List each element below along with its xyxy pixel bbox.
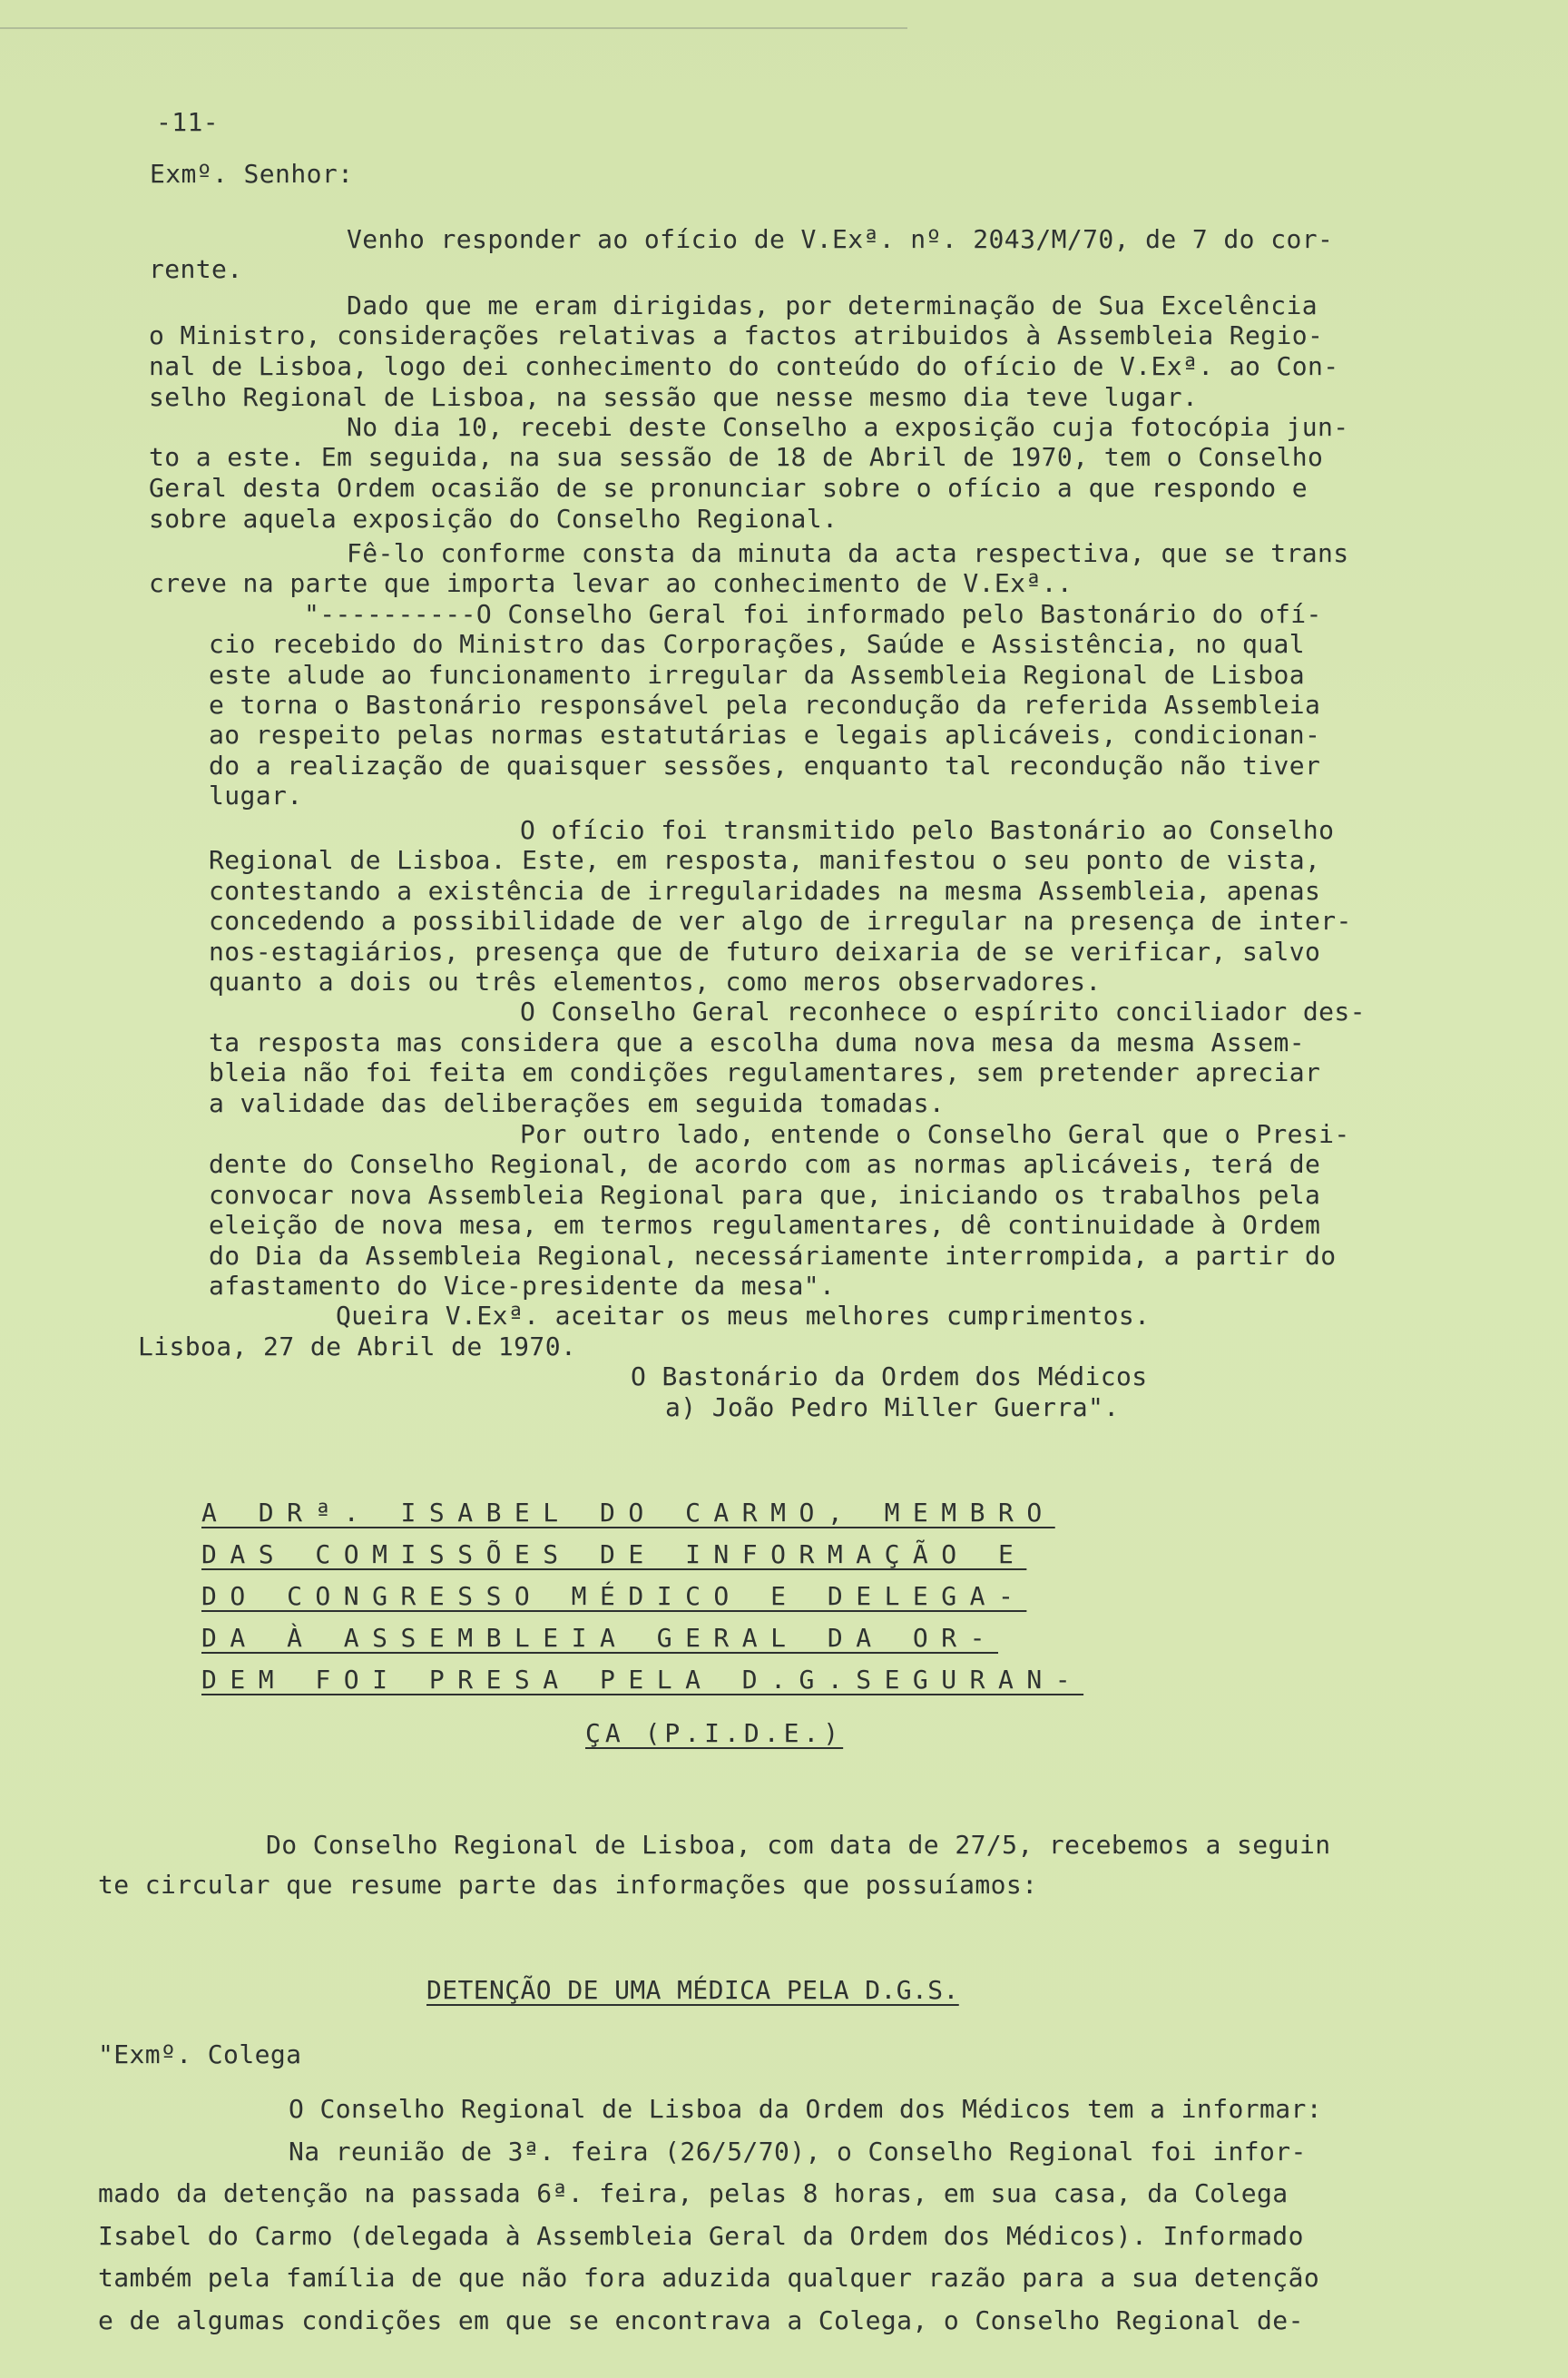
minutes-line: a validade das deliberações em seguida tomadas.	[209, 1088, 946, 1118]
minutes-line: O Conselho Geral reconhece o espírito conciliador des-	[520, 997, 1366, 1027]
letter-line: to a este. Em seguida, na sua sessão de 18 de Abril de 1970, tem o Conselho	[149, 442, 1324, 472]
minutes-line: nos-estagiários, presença que de futuro deixaria de se verificar, salvo	[209, 937, 1321, 967]
minutes-line: ao respeito pelas normas estatutárias e legais aplicáveis, condicionan-	[209, 720, 1321, 750]
letter-line: selho Regional de Lisboa, na sessão que nesse mesmo dia teve lugar.	[149, 382, 1199, 412]
minutes-line: e torna o Bastonário responsável pela recondução da referida Assembleia	[209, 690, 1321, 720]
headline-line: A DRª. ISABEL DO CARMO, MEMBRO	[201, 1498, 1055, 1528]
letter-line: sobre aquela exposição do Conselho Regional.	[149, 504, 838, 534]
section-title: DETENÇÃO DE UMA MÉDICA PELA D.G.S.	[426, 1975, 959, 2005]
headline-line: DEM FOI PRESA PELA D.G.SEGURAN-	[201, 1665, 1084, 1695]
minutes-line: afastamento do Vice-presidente da mesa".	[209, 1271, 836, 1301]
circular-line: também pela família de que não fora aduzida qualquer razão para a sua detenção	[98, 2263, 1320, 2293]
headline-line: DA À ASSEMBLEIA GERAL DA OR-	[201, 1623, 999, 1653]
minutes-line: bleia não foi feita em condições regulamentares, sem pretender apreciar	[209, 1057, 1321, 1087]
minutes-line: quanto a dois ou três elementos, como meros observadores.	[209, 967, 1102, 997]
letter-line: Fê-lo conforme consta da minuta da acta respectiva, que se trans	[347, 538, 1349, 568]
salutation: Exmº. Senhor:	[150, 159, 354, 189]
circular-line: O Conselho Regional de Lisboa da Ordem dos Médicos tem a informar:	[289, 2094, 1322, 2124]
closing-line: Queira V.Exª. aceitar os meus melhores cumprimentos.	[336, 1301, 1151, 1331]
minutes-line: concedendo a possibilidade de ver algo de irregular na presença de inter-	[209, 906, 1352, 936]
minutes-line: do a realização de quaisquer sessões, enquanto tal recondução não tiver	[209, 751, 1321, 781]
minutes-line: "----------O Conselho Geral foi informado pelo Bastonário do ofí-	[304, 599, 1322, 629]
minutes-line: Por outro lado, entende o Conselho Geral que o Presi-	[520, 1119, 1350, 1149]
circular-line: Isabel do Carmo (delegada à Assembleia Geral da Ordem dos Médicos). Informado	[98, 2221, 1304, 2251]
circular-line: Na reunião de 3ª. feira (26/5/70), o Conselho Regional foi infor-	[289, 2137, 1307, 2167]
letter-line: Geral desta Ordem ocasião de se pronunciar sobre o ofício a que respondo e	[149, 473, 1308, 503]
minutes-line: convocar nova Assembleia Regional para que, iniciando os trabalhos pela	[209, 1180, 1321, 1210]
circular-line: "Exmº. Colega	[98, 2039, 302, 2069]
signatory-title: O Bastonário da Ordem dos Médicos	[631, 1361, 1148, 1391]
headline-line: DO CONGRESSO MÉDICO E DELEGA-	[201, 1581, 1027, 1611]
circular-line: e de algumas condições em que se encontrava a Colega, o Conselho Regional de-	[98, 2305, 1304, 2335]
minutes-line: O ofício foi transmitido pelo Bastonário ao Conselho	[520, 815, 1335, 845]
minutes-line: este alude ao funcionamento irregular da Assembleia Regional de Lisboa	[209, 660, 1306, 690]
minutes-line: eleição de nova mesa, em termos regulamentares, dê continuidade à Ordem	[209, 1210, 1321, 1240]
page-top-edge	[0, 27, 907, 29]
place-date: Lisboa, 27 de Abril de 1970.	[138, 1331, 577, 1361]
letter-line: o Ministro, considerações relativas a factos atribuidos à Assembleia Regio-	[149, 320, 1324, 350]
letter-line: Venho responder ao ofício de V.Exª. nº. 2043/M/70, de 7 do cor-	[347, 224, 1334, 254]
letter-line: creve na parte que importa levar ao conhecimento de V.Exª..	[149, 568, 1073, 598]
letter-line: nal de Lisboa, logo dei conhecimento do conteúdo do ofício de V.Exª. ao Con-	[149, 351, 1339, 381]
headline-line: ÇA (P.I.D.E.)	[585, 1718, 844, 1748]
intro-line: Do Conselho Regional de Lisboa, com data de 27/5, recebemos a seguin	[266, 1830, 1331, 1860]
minutes-line: dente do Conselho Regional, de acordo com as normas aplicáveis, terá de	[209, 1149, 1321, 1179]
signatory-name: a) João Pedro Miller Guerra".	[665, 1392, 1120, 1422]
page-number: -11-	[156, 107, 220, 137]
letter-line: Dado que me eram dirigidas, por determinação de Sua Excelência	[347, 290, 1318, 320]
minutes-line: contestando a existência de irregularidades na mesma Assembleia, apenas	[209, 876, 1321, 906]
minutes-line: cio recebido do Ministro das Corporações, Saúde e Assistência, no qual	[209, 629, 1306, 659]
headline-line: DAS COMISSÕES DE INFORMAÇÃO E	[201, 1539, 1027, 1569]
minutes-line: lugar.	[209, 781, 303, 811]
minutes-line: do Dia da Assembleia Regional, necessáriamente interrompida, a partir do	[209, 1241, 1337, 1271]
letter-line: rente.	[149, 254, 243, 284]
minutes-line: ta resposta mas considera que a escolha duma nova mesa da mesma Assem-	[209, 1027, 1306, 1057]
intro-line: te circular que resume parte das informações que possuíamos:	[98, 1870, 1038, 1900]
letter-line: No dia 10, recebi deste Conselho a exposição cuja fotocópia jun-	[347, 412, 1349, 442]
circular-line: mado da detenção na passada 6ª. feira, pelas 8 horas, em sua casa, da Colega	[98, 2178, 1289, 2208]
minutes-line: Regional de Lisboa. Este, em resposta, manifestou o seu ponto de vista,	[209, 845, 1321, 875]
